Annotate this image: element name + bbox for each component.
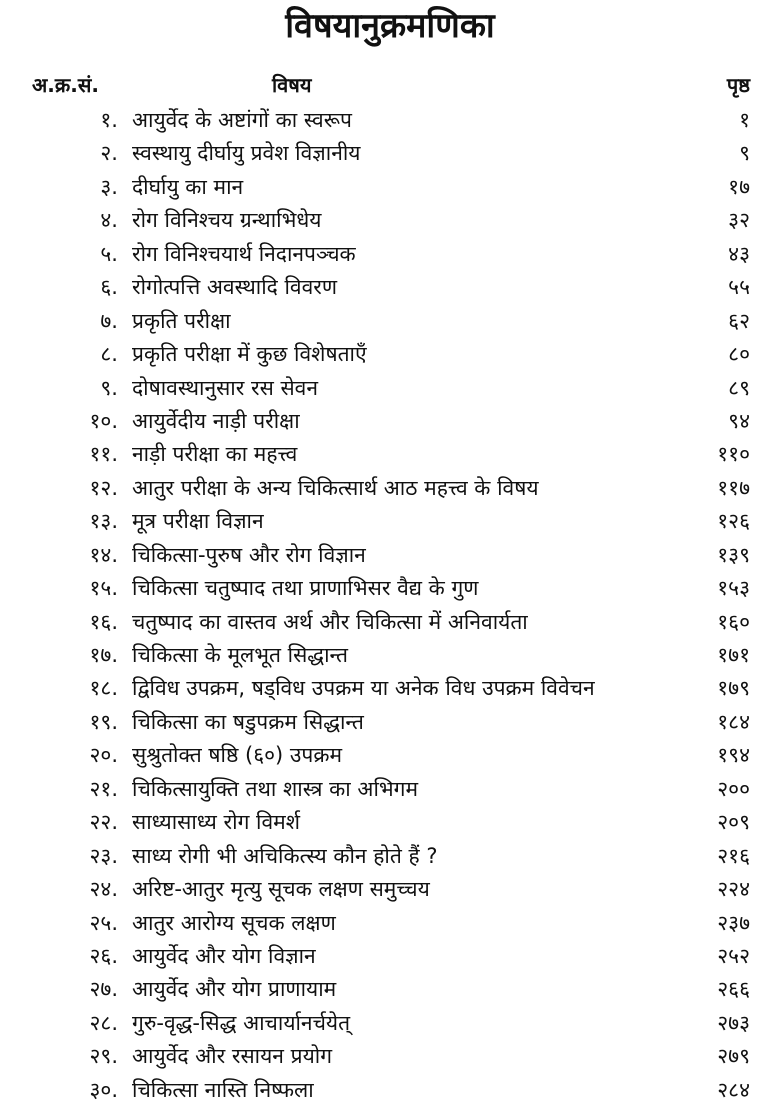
entry-number: १२. <box>89 475 118 500</box>
entry-title: दोषावस्थानुसार रस सेवन <box>132 375 318 400</box>
entry-title: चिकित्सा-पुरुष और रोग विज्ञान <box>132 542 366 567</box>
entry-page: २८४ <box>717 1077 750 1102</box>
entry-number: ४. <box>100 208 118 233</box>
entry-title: चतुष्पाद का वास्तव अर्थ और चिकित्सा में अनिवार्यता <box>132 609 528 634</box>
entry-number: ९. <box>100 375 118 400</box>
entry-title: आयुर्वेद के अष्टांगों का स्वरूप <box>132 108 352 132</box>
contents-entry <box>0 739 780 772</box>
entry-number: १४. <box>89 542 118 567</box>
entry-number: १८. <box>89 676 118 701</box>
entry-number: २५. <box>89 910 118 935</box>
entry-page: २१६ <box>717 843 750 868</box>
contents-entry <box>0 572 780 605</box>
entry-number: २३. <box>89 843 118 868</box>
contents-entry <box>0 840 780 873</box>
entry-title: दीर्घायु का मान <box>132 174 244 199</box>
entry-number: ८. <box>100 342 118 367</box>
entry-number: ७. <box>100 308 118 333</box>
entry-title: आयुर्वेद और रसायन प्रयोग <box>132 1044 333 1069</box>
entry-title: रोग विनिश्चय ग्रन्थाभिधेय <box>132 208 322 233</box>
entry-page: ८९ <box>728 375 750 400</box>
entry-page: २५२ <box>717 943 750 968</box>
entry-page: २७३ <box>717 1010 750 1035</box>
entry-title: चिकित्सा नास्ति निष्फला <box>132 1077 314 1102</box>
contents-entry <box>0 806 780 839</box>
contents-entry <box>0 1040 780 1073</box>
contents-entry <box>0 706 780 739</box>
contents-entry <box>0 973 780 1006</box>
entry-number: २७. <box>89 977 118 1002</box>
entry-title: रोगोत्पत्ति अवस्थादि विवरण <box>132 275 338 300</box>
entry-page: १७९ <box>717 676 750 701</box>
entry-page: १७ <box>728 174 750 199</box>
entry-page: २२४ <box>717 877 750 902</box>
entry-page: २०० <box>717 776 750 801</box>
contents-entry <box>0 907 780 940</box>
entry-title: आतुर परीक्षा के अन्य चिकित्सार्थ आठ महत्त्व के विषय <box>132 475 539 500</box>
contents-entry <box>0 1007 780 1040</box>
entry-page: १८४ <box>717 709 750 734</box>
entry-page: १७१ <box>717 643 750 667</box>
entry-number: ३. <box>100 174 118 199</box>
entry-page: ४३ <box>728 241 750 266</box>
entry-title: चिकित्सायुक्ति तथा शास्त्र का अभिगम <box>132 776 419 801</box>
entry-page: ६२ <box>728 308 750 333</box>
entry-title: आयुर्वेद और योग विज्ञान <box>132 943 316 968</box>
entry-title: स्वस्थायु दीर्घायु प्रवेश विज्ञानीय <box>132 141 361 166</box>
column-header-number: अ.क्र.सं. <box>32 73 99 97</box>
contents-entry <box>0 204 780 237</box>
contents-entry <box>0 104 780 137</box>
contents-entry <box>0 873 780 906</box>
entry-number: २६. <box>89 943 118 968</box>
entry-title: प्रकृति परीक्षा <box>132 308 231 333</box>
contents-entry <box>0 338 780 371</box>
entry-number: २. <box>100 141 118 166</box>
entry-page: ५५ <box>728 275 750 300</box>
contents-entry <box>0 1074 780 1107</box>
entry-page: १५३ <box>717 576 750 601</box>
entry-page: १६० <box>717 609 750 634</box>
entry-page: १२६ <box>717 509 750 534</box>
page-title: विषयानुक्रमणिका <box>285 6 495 46</box>
entry-page: ८० <box>728 342 750 367</box>
entry-number: २८. <box>89 1010 118 1035</box>
entry-number: २०. <box>89 743 118 768</box>
entry-title: नाड़ी परीक्षा का महत्त्व <box>132 442 298 467</box>
entry-title: अरिष्ट-आतुर मृत्यु सूचक लक्षण समुच्चय <box>132 877 430 902</box>
contents-entry <box>0 271 780 304</box>
entry-page: ११७ <box>717 475 750 500</box>
entry-title: साध्यासाध्य रोग विमर्श <box>132 810 301 835</box>
entry-title: रोग विनिश्चयार्थ निदानपञ्चक <box>132 241 356 266</box>
entry-page: ३२ <box>728 208 750 233</box>
entry-title: चिकित्सा का षडुपक्रम सिद्धान्त <box>132 709 364 734</box>
entry-page: २७९ <box>717 1044 750 1069</box>
entry-page: २६६ <box>717 977 750 1002</box>
entry-page: २३७ <box>717 910 750 935</box>
contents-entry <box>0 672 780 705</box>
entry-title: प्रकृति परीक्षा में कुछ विशेषताएँ <box>132 342 367 367</box>
entry-number: ११. <box>89 442 118 467</box>
contents-entry <box>0 372 780 405</box>
entry-title: साध्य रोगी भी अचिकित्स्य कौन होते हैं ? <box>132 843 438 868</box>
column-header-subject: विषय <box>272 73 312 97</box>
contents-entry <box>0 940 780 973</box>
entry-number: २९. <box>89 1044 118 1069</box>
entry-title: मूत्र परीक्षा विज्ञान <box>132 509 264 534</box>
entry-number: १७. <box>89 643 118 667</box>
entry-page: १ <box>739 108 750 132</box>
entry-number: २२. <box>89 810 118 835</box>
entry-title: सुश्रुतोक्त षष्ठि (६०) उपक्रम <box>132 743 343 768</box>
entry-number: ३०. <box>89 1077 118 1102</box>
entry-number: १५. <box>89 576 118 601</box>
contents-entry <box>0 305 780 338</box>
contents-entry <box>0 472 780 505</box>
entry-page: ११० <box>717 442 750 467</box>
contents-list <box>0 104 780 1107</box>
contents-entry <box>0 773 780 806</box>
entry-page: ९४ <box>728 408 750 433</box>
contents-entry <box>0 606 780 639</box>
entry-number: १. <box>100 108 118 132</box>
entry-page: २०९ <box>717 810 750 835</box>
entry-number: ५. <box>100 241 118 266</box>
entry-title: आतुर आरोग्य सूचक लक्षण <box>132 910 336 935</box>
entry-page: ९ <box>739 141 750 166</box>
contents-entry <box>0 405 780 438</box>
contents-entry <box>0 539 780 572</box>
entry-title: द्विविध उपक्रम, षड्विध उपक्रम या अनेक विध उपक्रम विवेचन <box>132 676 595 701</box>
entry-number: १०. <box>89 408 118 433</box>
contents-entry <box>0 137 780 170</box>
contents-entry <box>0 171 780 204</box>
entry-number: २४. <box>89 877 118 902</box>
entry-title: चिकित्सा के मूलभूत सिद्धान्त <box>132 643 348 667</box>
column-header-page: पृष्ठ <box>726 73 750 97</box>
entry-title: आयुर्वेद और योग प्राणायाम <box>132 977 337 1002</box>
entry-title: चिकित्सा चतुष्पाद तथा प्राणाभिसर वैद्य के गुण <box>132 576 479 601</box>
entry-number: १९. <box>89 709 118 734</box>
entry-number: १३. <box>89 509 118 534</box>
entry-title: गुरु-वृद्ध-सिद्ध आचार्यानर्चयेत् <box>132 1010 351 1035</box>
contents-entry <box>0 639 780 672</box>
contents-entry <box>0 438 780 471</box>
entry-number: १६. <box>89 609 118 634</box>
entry-page: १९४ <box>717 743 750 768</box>
entry-page: १३९ <box>717 542 750 567</box>
contents-entry <box>0 505 780 538</box>
entry-number: ६. <box>100 275 118 300</box>
entry-title: आयुर्वेदीय नाड़ी परीक्षा <box>132 408 300 433</box>
entry-number: २१. <box>89 776 118 801</box>
contents-entry <box>0 238 780 271</box>
